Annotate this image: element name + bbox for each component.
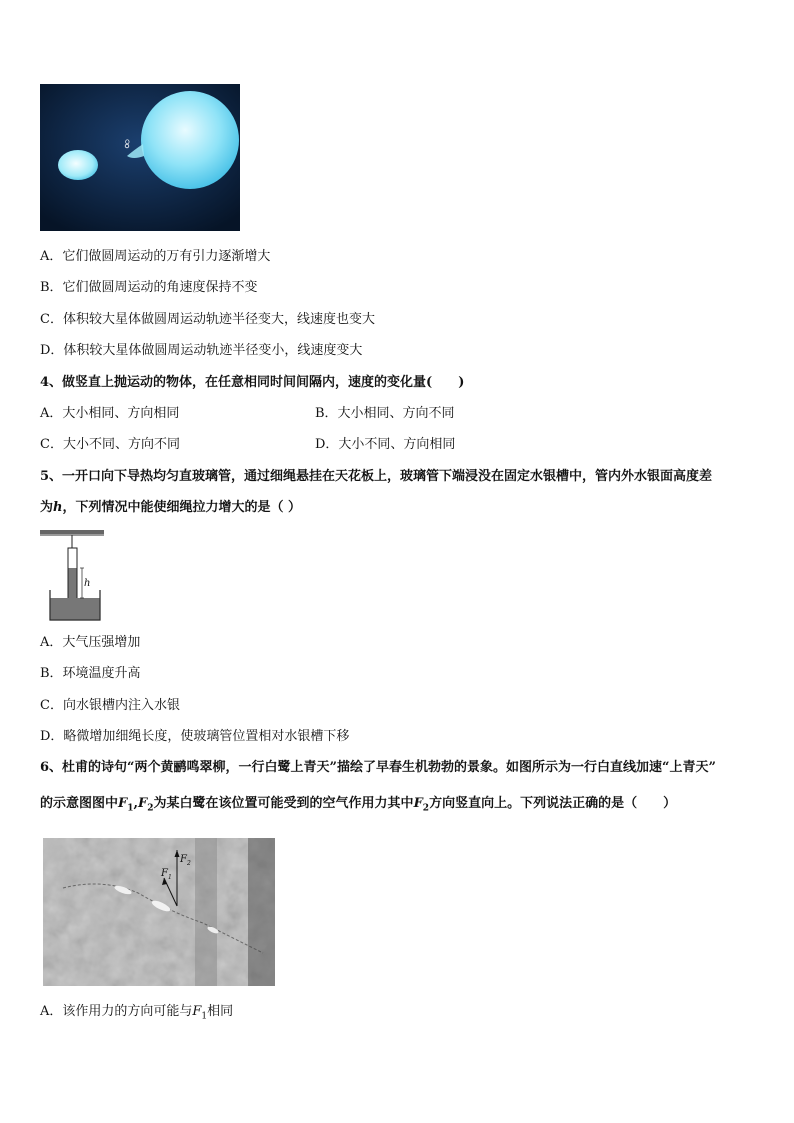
photo-f2-sub: 2 <box>186 860 191 867</box>
q5-option-b: B．环境温度升高 <box>40 666 141 681</box>
q6-f2b-sub: 2 <box>422 803 430 814</box>
q4-option-d: D．大小不同、方向相同 <box>315 437 456 452</box>
q4-option-c: C．大小不同、方向不同 <box>40 437 180 452</box>
q6-f1: F <box>118 796 128 811</box>
q6-sep: , <box>133 796 139 811</box>
q6-stem-mid: 为某白鹭在该位置可能受到的空气作用力其中 <box>153 796 414 811</box>
q6-f1-sub: 1 <box>127 803 134 814</box>
binary-star-image <box>40 84 240 231</box>
q3-option-c: C．体积较大星体做圆周运动轨迹半径变大，线速度也变大 <box>40 312 375 327</box>
q3-option-a: A．它们做圆周运动的万有引力逐渐增大 <box>40 249 271 264</box>
photo-f1-sub: 1 <box>167 874 172 881</box>
q4-stem: 4、做竖直上抛运动的物体，在任意相同时间间隔内，速度的变化量( ) <box>40 375 465 390</box>
q6-stem-pre: 的示意图图中 <box>40 796 119 811</box>
q6-f2b: F <box>413 796 423 811</box>
q6-stem-line1: 6、杜甫的诗句“两个黄鹂鸣翠柳，一行白鹭上青天”描绘了早春生机勃勃的景象。如图所示为一行白直线加速“上青天” <box>40 760 716 775</box>
q5-stem-line2 <box>40 499 301 517</box>
q4-option-a: A．大小相同、方向相同 <box>40 406 180 421</box>
q6-stem-line2 <box>40 795 676 818</box>
q3-option-b: B．它们做圆周运动的角速度保持不变 <box>40 280 258 295</box>
q5-stem-post: ，下列情况中能使细绳拉力增大的是（ ） <box>62 500 301 515</box>
q6-option-a-post: 相同 <box>207 1004 234 1019</box>
q4-option-b: B．大小相同、方向不同 <box>315 406 455 421</box>
q3-option-d: D．体积较大星体做圆周运动轨迹半径变小，线速度变大 <box>40 343 363 358</box>
tube-diagram <box>38 528 108 624</box>
q6-option-a-sub: 1 <box>201 1011 208 1022</box>
q5-option-a: A．大气压强增加 <box>40 635 141 650</box>
q6-f2-sub: 2 <box>147 803 154 814</box>
q5-stem-pre: 为 <box>40 500 54 515</box>
q5-var-h: h <box>53 500 63 515</box>
q5-option-d: D．略微增加细绳长度，使玻璃管位置相对水银槽下移 <box>40 729 350 744</box>
photo-f2-label: F <box>180 854 187 865</box>
center-label: O <box>125 139 130 146</box>
q6-option-a-pre: A．该作用力的方向可能与 <box>40 1004 193 1019</box>
q5-stem-line1: 5、一开口向下导热均匀直玻璃管，通过细绳悬挂在天花板上，玻璃管下端浸没在固定水银槽中，管内外水银面高度差 <box>40 469 713 484</box>
egret-photo <box>43 838 275 986</box>
h-label: h <box>84 578 91 589</box>
q6-option-a <box>40 1003 233 1026</box>
photo-f1-label: F <box>161 868 168 879</box>
q6-f2: F <box>138 796 148 811</box>
q6-option-a-var: F <box>192 1004 202 1019</box>
q5-option-c: C．向水银槽内注入水银 <box>40 698 180 713</box>
q6-stem-post: 方向竖直向上。下列说法正确的是（ ） <box>429 796 677 811</box>
